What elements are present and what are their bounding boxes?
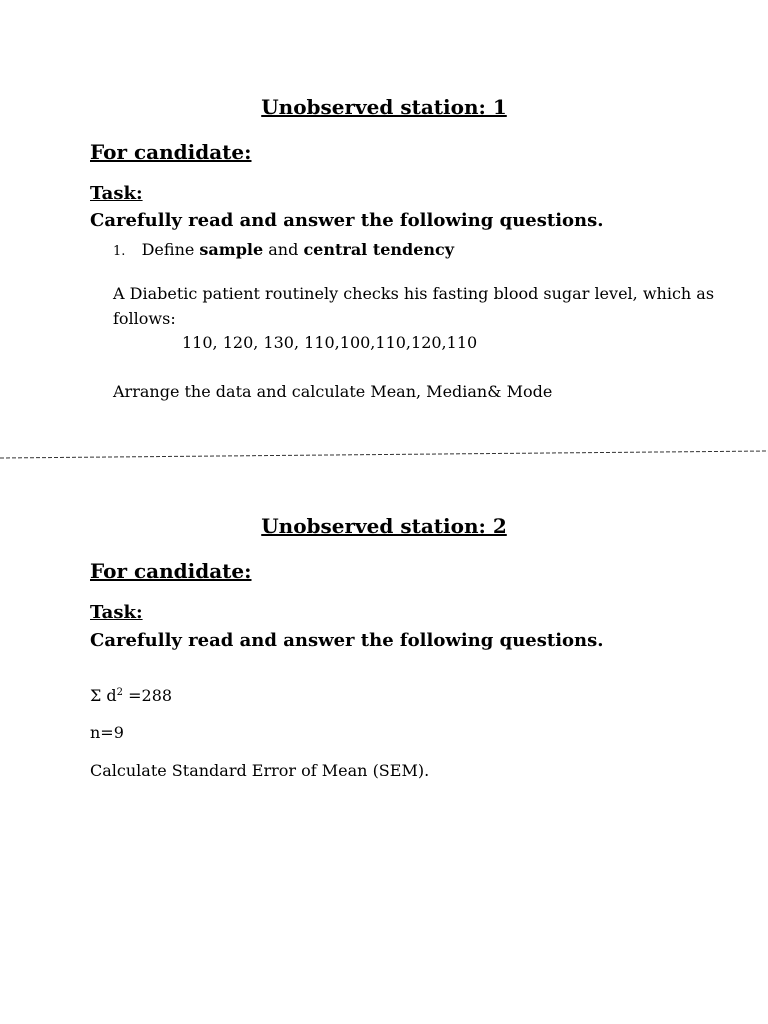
sum-prefix: Σ d [90,686,117,705]
sem-instruction: Calculate Standard Error of Mean (SEM). [90,761,430,780]
station-1-for-candidate: For candidate: [90,140,252,164]
sum-value: =288 [123,686,173,705]
question-1-term-central-tendency: central tendency [303,240,455,259]
arrange-instruction: Arrange the data and calculate Mean, Median& Mode [113,382,553,401]
paragraph-line-1: A Diabetic patient routinely checks his fasting blood sugar level, which as [113,284,715,303]
question-1-term-sample: sample [199,240,264,259]
blood-sugar-data-values: 110, 120, 130, 110,100,110,120,110 [182,333,478,352]
station-1-task-label: Task: [90,183,143,204]
station-2-instruction: Carefully read and answer the following questions. [90,630,604,651]
station-1-instruction: Carefully read and answer the following questions. [90,210,604,231]
station-2-title: Unobserved station: 2 [261,514,507,538]
station-1-title: Unobserved station: 1 [261,95,507,119]
question-1-pre: Define [141,240,200,259]
station-2-for-candidate: For candidate: [90,559,252,583]
paragraph-line-2: follows: [113,309,176,328]
question-1 [113,240,454,259]
sum-superscript: 2 [116,687,124,698]
sum-d-squared [90,686,172,705]
question-1-mid: and [263,240,304,259]
dashed-divider [0,447,768,461]
question-1-number: 1. [113,244,126,259]
station-2-task-label: Task: [90,602,143,623]
n-value: n=9 [90,723,124,742]
